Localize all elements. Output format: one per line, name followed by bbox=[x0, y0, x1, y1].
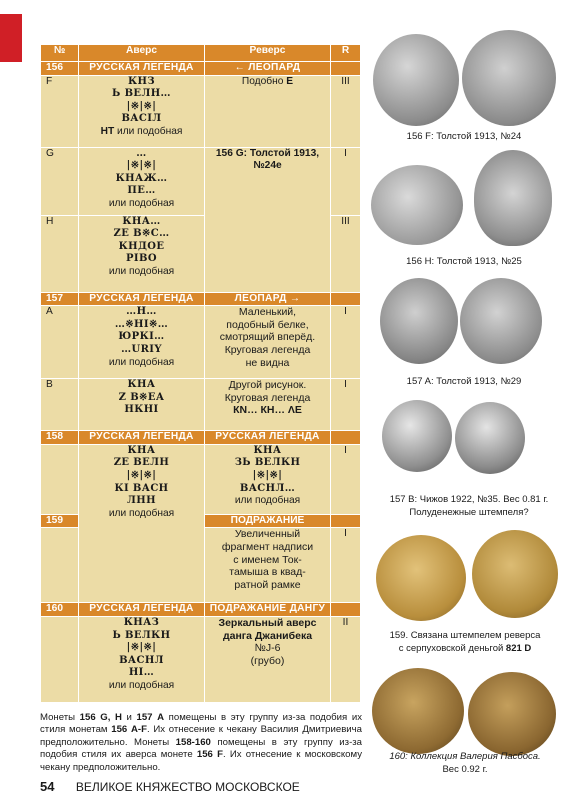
page-number: 54 bbox=[40, 779, 55, 794]
revers-cell: 156 G: Толстой 1913, №24е bbox=[205, 147, 331, 292]
caption-160: 160: Коллекция Валерия Пасбоса. Вес 0.92 г. bbox=[389, 751, 541, 775]
legend-line: Ь ВЕЛН… bbox=[112, 88, 171, 100]
legend-line: ПЕ… bbox=[127, 185, 156, 197]
legend-line: ВАСIЛ bbox=[121, 113, 162, 125]
group-row-158: 158 РУССКАЯ ЛЕГЕНДА РУССКАЯ ЛЕГЕНДА bbox=[41, 431, 361, 445]
avers-cell: КНАЗ Ь ВЕЛКН |※|※| ВАСНЛ НI… или подобная bbox=[79, 616, 205, 702]
legend-line: КНДОЕ bbox=[118, 240, 165, 252]
avers-cell bbox=[79, 215, 205, 292]
row-num: F bbox=[41, 75, 79, 147]
rarity-cell: I bbox=[331, 379, 361, 431]
caption-157a: 157 A: Толстой 1913, №29 bbox=[406, 376, 522, 387]
explanatory-note: Монеты 156 G, H и 157 A помещены в эту группу из-за подобия их стиля монетам 156 A-F. Их отнесение к чекану Василия Дмитриевича предположительно. Монеты 158-160 помещены в эту группу из-за подобия стиля их аверса монете 156 F. Их отнесение к московскому чекану предположительно. bbox=[40, 712, 362, 773]
row-num: B bbox=[41, 379, 79, 431]
col-header-revers: Реверс bbox=[205, 45, 331, 62]
legend-line: НТ или подобная bbox=[100, 125, 183, 137]
row-num: H bbox=[41, 215, 79, 292]
rarity-cell: I bbox=[331, 306, 361, 379]
table-row-157b bbox=[41, 379, 361, 431]
legend-line: ΖЕ В※С… bbox=[113, 228, 170, 240]
legend-line: |※|※| bbox=[126, 100, 157, 112]
legend-line: РIВО bbox=[126, 253, 157, 265]
running-title: ВЕЛИКОЕ КНЯЖЕСТВО МОСКОВСКОЕ bbox=[75, 780, 300, 794]
table-header-row bbox=[41, 45, 361, 62]
legend-line: или подобная bbox=[108, 265, 175, 277]
avers-cell: КНА ΖЕ ВЕЛН |※|※| КI ВАСН ЛНН или подобная bbox=[79, 444, 205, 603]
row-num: G bbox=[41, 147, 79, 215]
col-header-r: R bbox=[331, 45, 361, 62]
avers-cell bbox=[79, 147, 205, 215]
coin-catalog-table bbox=[40, 44, 361, 703]
revers-cell: Зеркальный аверс данга Джанибека №J-6 (грубо) bbox=[205, 616, 331, 702]
legend-line: КНА… bbox=[122, 215, 161, 227]
col-header-avers: Аверс bbox=[79, 45, 205, 62]
revers-cell: Подобно E bbox=[205, 75, 331, 147]
revers-cell: Маленький, подобный белке, смотрящий вперёд. Круговая легенда не видна bbox=[205, 306, 331, 379]
revers-cell: Другой рисунок. Круговая легенда КN… КН… ΛЕ bbox=[205, 379, 331, 431]
col-header-num: № bbox=[41, 45, 79, 62]
table-row-156g bbox=[41, 147, 361, 215]
legend-line: … bbox=[136, 147, 147, 159]
group-num: 156 bbox=[41, 62, 79, 76]
page-footer bbox=[40, 779, 300, 794]
group-row-157: 157 РУССКАЯ ЛЕГЕНДА ЛЕОПАРД → bbox=[41, 292, 361, 306]
group-row-160: 160 РУССКАЯ ЛЕГЕНДА ПОДРАЖАНИЕ ДАНГУ bbox=[41, 603, 361, 617]
rarity-cell: I bbox=[331, 528, 361, 603]
legend-line: |※|※| bbox=[126, 160, 157, 172]
row-num: A bbox=[41, 306, 79, 379]
caption-156h: 156 H: Толстой 1913, №25 bbox=[406, 256, 522, 267]
revers-cell: Увеличенный фрагмент надписи с именем Ток- тамыша в квад- ратной рамке bbox=[205, 528, 331, 603]
rarity-cell: I bbox=[331, 444, 361, 514]
revers-cell: КНА ЗЬ ВЕЛКН |※|※| ВАСНЛ… или подобная bbox=[205, 444, 331, 514]
legend-line: КНЗ bbox=[128, 75, 155, 87]
caption-159: 159. Связана штемпелем реверса с серпуховской деньгой 821 D bbox=[389, 630, 541, 654]
legend-line: КНАЖ… bbox=[115, 172, 168, 184]
group-revers: ← ЛЕОПАРД bbox=[205, 62, 331, 76]
group-avers: РУССКАЯ ЛЕГЕНДА bbox=[79, 62, 205, 76]
avers-cell bbox=[79, 75, 205, 147]
rarity-cell: III bbox=[331, 215, 361, 292]
avers-cell: КНА Ζ В※ЕА НКНI bbox=[79, 379, 205, 431]
legend-line: или подобная bbox=[108, 197, 175, 209]
rarity-cell: III bbox=[331, 75, 361, 147]
page-edge-marker bbox=[0, 14, 22, 62]
avers-cell: …Н… …※НI※… ЮРКI… …URIY или подобная bbox=[79, 306, 205, 379]
table-row-160 bbox=[41, 616, 361, 702]
group-row-159: 159 ПОДРАЖАНИЕ bbox=[41, 514, 361, 528]
rarity-cell: II bbox=[331, 616, 361, 702]
caption-156f: 156 F: Толстой 1913, №24 bbox=[406, 131, 522, 142]
table-row-158 bbox=[41, 444, 361, 514]
caption-157b: 157 B: Чижов 1922, №35. Вес 0.81 г. Полуденежные штемпеля? bbox=[389, 494, 549, 518]
group-row-156 bbox=[41, 62, 361, 76]
rarity-cell: I bbox=[331, 147, 361, 215]
table-row-156f bbox=[41, 75, 361, 147]
table-row-157a bbox=[41, 306, 361, 379]
